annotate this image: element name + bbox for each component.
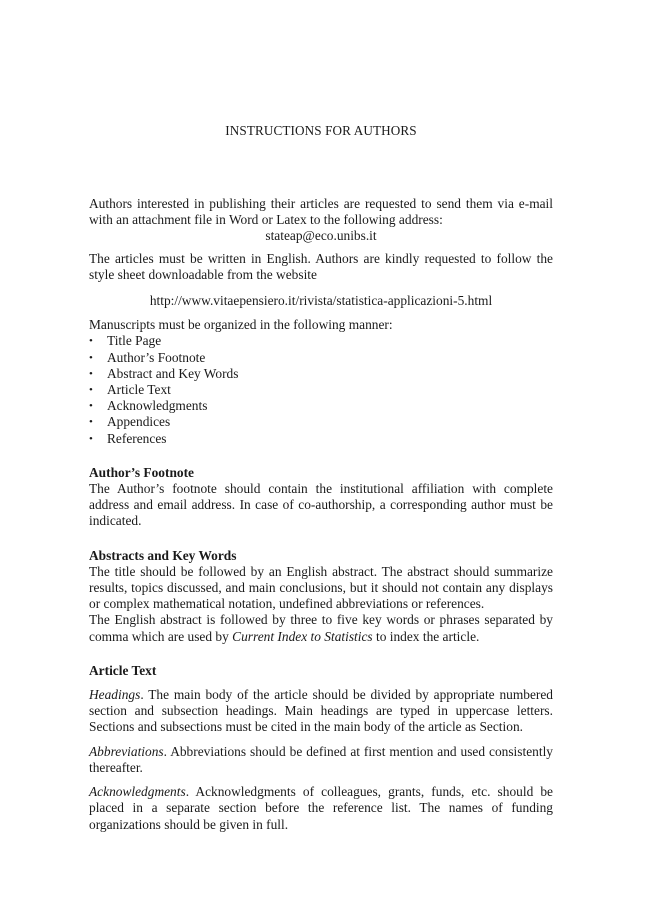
- list-item: • Author’s Footnote: [89, 349, 206, 365]
- manuscript-intro: Manuscripts must be organized in the following manner:: [89, 317, 393, 333]
- headings-paragraph: Headings. The main body of the article should be divided by appropriate numbered section and subsection headings. Main headings are typed in uppercase letters. Sections and subsections must be cited in the main body of the article as Section.: [89, 687, 553, 735]
- intro-paragraph: Authors interested in publishing their articles are requested to send them via e-mail with an attachment file in Word or Latex to the following address:: [89, 196, 553, 228]
- document-title: INSTRUCTIONS FOR AUTHORS: [225, 123, 417, 138]
- bullet-icon: •: [89, 432, 93, 445]
- submission-email: stateap@eco.unibs.it: [265, 228, 377, 244]
- style-sheet-url: http://www.vitaepensiero.it/rivista/statistica-applicazioni-5.html: [149, 293, 493, 309]
- abstracts-heading: Abstracts and Key Words: [89, 547, 237, 563]
- list-item: • Article Text: [89, 382, 171, 398]
- acknowledgments-paragraph: Acknowledgments. Acknowledgments of colleagues, grants, funds, etc. should be placed in a separate section before the reference list. The names of funding organizations should be given in full.: [89, 784, 553, 832]
- abstracts-text: The title should be followed by an English abstract. The abstract should summarize results, topics discussed, and main conclusions, but it should not contain any displays or complex mathematical notation, undefined abbreviations or references.: [89, 563, 553, 612]
- list-item: • Abstract and Key Words: [89, 365, 239, 381]
- list-item: • Title Page: [89, 333, 162, 349]
- list-item: • References: [89, 430, 167, 446]
- list-item: • Acknowledgments: [89, 398, 208, 414]
- abbreviations-label: Abbreviations: [89, 743, 164, 759]
- bullet-icon: •: [89, 351, 93, 364]
- list-item: • Appendices: [89, 414, 171, 430]
- bullet-icon: •: [89, 384, 93, 397]
- headings-label: Headings: [89, 687, 141, 703]
- bullet-icon: •: [89, 335, 93, 348]
- cis-title: Current Index to Statistics: [232, 628, 373, 644]
- authors-footnote-text: The Author’s footnote should contain the institutional affiliation with complete address and email address. In case of co-authorship, a corresponding author must be indicated.: [89, 481, 553, 529]
- authors-footnote-heading: Author’s Footnote: [89, 464, 194, 480]
- abbreviations-paragraph: Abbreviations. Abbreviations should be defined at first mention and used consistently thereafter.: [89, 743, 553, 775]
- article-text-heading: Article Text: [89, 662, 157, 678]
- bullet-icon: •: [89, 400, 93, 413]
- language-paragraph: The articles must be written in English. Authors are kindly requested to follow the style sheet downloadable from the website: [89, 250, 553, 282]
- keywords-text: The English abstract is followed by three to five key words or phrases separated by comma which are used by Current Index to Statistics to index the article.: [89, 612, 553, 644]
- document-body: [89, 196, 553, 833]
- manuscript-list: [89, 333, 553, 446]
- bullet-icon: •: [89, 367, 93, 380]
- acknowledgments-label: Acknowledgments: [89, 784, 186, 800]
- bullet-icon: •: [89, 416, 93, 429]
